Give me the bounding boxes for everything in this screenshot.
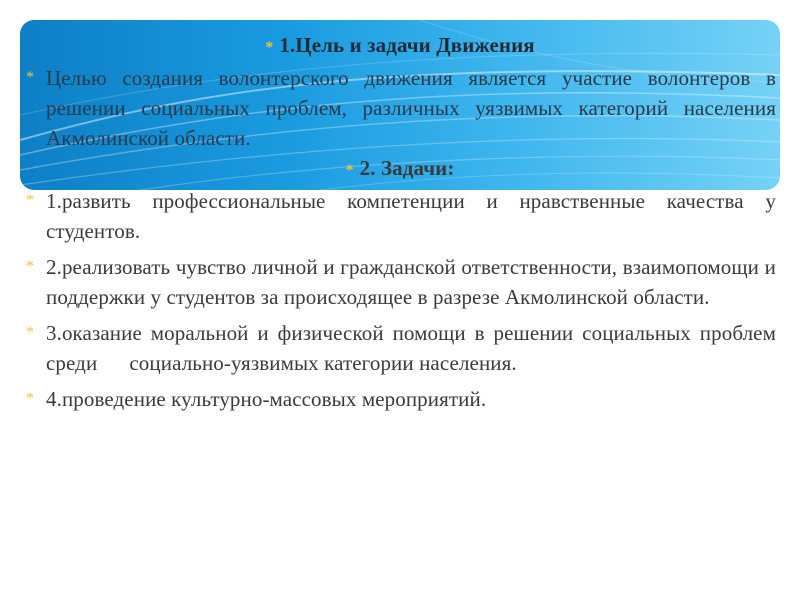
- section1-heading: 1.Цель и задачи Движения: [279, 33, 535, 57]
- task-text: 4.проведение культурно-массовых мероприятий.: [46, 387, 487, 411]
- section1-body: Целью создания волонтерского движения является участие волонтеров в решении социальных проблем, различных уязвимых категорий населения Акмолинской области.: [46, 66, 776, 150]
- task-item-3: [24, 318, 782, 378]
- task-item-1: [24, 186, 776, 246]
- section1-heading-row: [24, 30, 776, 63]
- task-text: 2.реализовать чувство личной и гражданской ответственности, взаимопомощи и поддержки у студентов за происходящее в разрезе Акмолинской области.: [46, 255, 776, 309]
- task-text: 3.оказание моральной и физической помощи в решении социальных проблем среди социально-уязвимых категории населения.: [46, 321, 782, 375]
- bullet-icon: *: [265, 39, 274, 56]
- task-item-4: [24, 384, 776, 414]
- bullet-icon: *: [26, 324, 35, 341]
- bullet-icon: *: [26, 69, 35, 86]
- slide-content: [24, 30, 782, 414]
- section2-heading-row: [24, 153, 776, 186]
- bullet-icon: *: [26, 390, 35, 407]
- section1-body-row: [24, 63, 776, 153]
- bullet-icon: *: [26, 192, 35, 209]
- task-item-2: [24, 252, 776, 312]
- section2-heading: 2. Задачи:: [359, 156, 455, 180]
- task-text: 1.развить профессиональные компетенции и нравственные качества у студентов.: [46, 189, 776, 243]
- bullet-icon: *: [26, 258, 35, 275]
- bullet-icon: *: [345, 162, 354, 179]
